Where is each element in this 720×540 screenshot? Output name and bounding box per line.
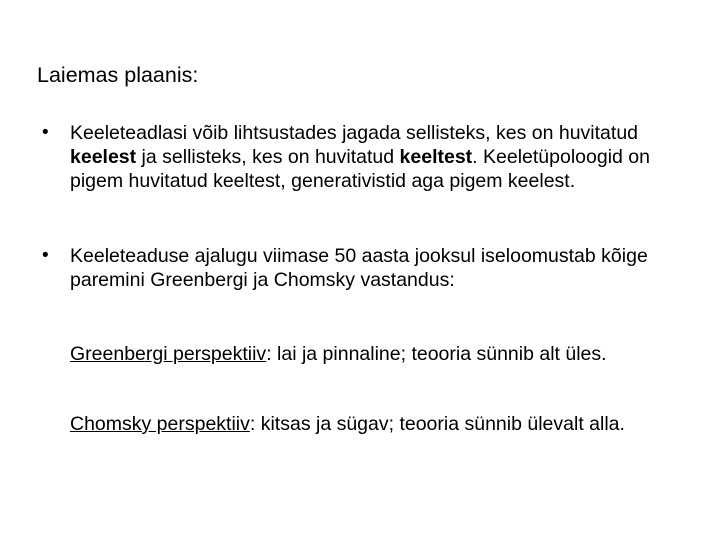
perspective-term: Chomsky perspektiiv [70, 413, 250, 435]
bullet-text-part: ja sellisteks, kes on huvitatud [136, 146, 400, 168]
bullet-text: Keeleteaduse ajalugu viimase 50 aasta jooksul iseloomustab kõige paremini Greenbergi ja Chomsky vastandus: [70, 245, 648, 291]
perspective-description: : lai ja pinnaline; teooria sünnib alt üles. [266, 343, 607, 365]
perspective-chomsky [70, 412, 700, 436]
bullet-marker: • [42, 245, 49, 266]
perspective-description: : kitsas ja sügav; teooria sünnib ülevalt alla. [249, 413, 625, 435]
slide-title: Laiemas plaanis: [37, 63, 199, 87]
bullet-text-part: . Keeletüpoloogid on pigem huvitatud keeltest, generativistid aga pigem keelest. [70, 146, 650, 192]
perspective-greenberg [70, 342, 700, 366]
bullet-text-part: Keeleteadlasi võib lihtsustades jagada sellisteks, kes on huvitatud [70, 122, 639, 144]
bold-term-keelest: keelest [70, 146, 137, 168]
perspective-term: Greenbergi perspektiiv [70, 343, 267, 365]
bullet-item-history [42, 244, 692, 292]
bullet-text [70, 121, 692, 193]
bullet-marker: • [42, 122, 49, 143]
bold-term-keeltest: keeltest [399, 146, 473, 168]
bullet-item-linguists [42, 121, 692, 193]
